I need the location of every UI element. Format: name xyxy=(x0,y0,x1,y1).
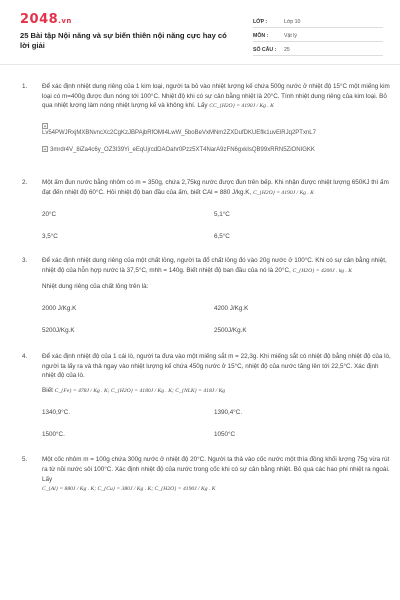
logo-suffix: .vn xyxy=(58,17,72,25)
formula: C_{Fe} = 478J / Kg . K; C_{H2O} = 4180J / Kg . K; C_{NLK} = 418J / Kg xyxy=(54,387,226,394)
answer-options xyxy=(42,204,392,248)
answer-option[interactable]: 1340,9°C. xyxy=(42,408,71,416)
question-number: 1. xyxy=(22,83,28,90)
meta-row-count xyxy=(253,42,383,56)
answer-option[interactable]: 1390,4°C. xyxy=(214,408,243,416)
image-icon xyxy=(42,123,48,129)
question-number: 4. xyxy=(22,352,28,360)
question-4 xyxy=(22,352,392,445)
formula: C_{H2O} = 4200J . kg . K xyxy=(292,267,353,274)
answer-option[interactable]: 2000 J/Kg.K xyxy=(42,305,77,313)
question-5 xyxy=(22,455,392,494)
question-number: 5. xyxy=(22,456,28,464)
question-2 xyxy=(22,178,392,248)
answer-options xyxy=(42,298,392,342)
answer-option[interactable]: 1050°C xyxy=(214,430,236,438)
meta-row-subject xyxy=(253,28,383,42)
page-title: 25 Bài tập Nội năng và sự biến thiên nội năng cực hay có lời giải xyxy=(20,31,227,50)
formula: C_{Al} = 880J / Kg . K; C_{Cu} = 380J / Kg . K; C_{H2O} = 4190J / Kg . K xyxy=(42,486,216,493)
question-text xyxy=(42,256,392,276)
question-list xyxy=(22,82,392,495)
site-logo[interactable] xyxy=(20,12,72,27)
question-body: Một ấm đun nước bằng nhôm có m = 350g, chứa 2,75kg nước được đun trên bếp. Khi nhận được nhiệt lượng 650KJ thì ấm đạt đến nhiệt độ 60°C. Hỏi nhiệt độ ban đầu của ấm, biết CAl = 880 J/kg.K, xyxy=(42,178,389,196)
answer-option[interactable]: 2500J/Kg.K xyxy=(214,327,247,335)
question-1 xyxy=(22,82,392,156)
image-alt-text: Lv54PWJRxjMXBNvncXc2CgKzJBPAjbRfOMI4LwW_5boBeVxMNm2ZXDufDKUEflk1uvElRJq2PTxnL7 xyxy=(42,129,316,136)
question-3 xyxy=(22,256,392,342)
image-alt-text: 3mrdr4V_8iZa4c6y_OZ3I39Yi_eEqUjrcdDAOahr0Pzz5XT4NarA9zFN6gxkIsQB99xRRN5ZiONIGKK xyxy=(50,147,315,154)
formula: C_{H2O} = 4190J / Kg . K xyxy=(252,189,314,196)
question-given xyxy=(42,386,392,397)
question-number: 3. xyxy=(22,257,28,265)
answer-option[interactable]: 1500°C. xyxy=(42,430,65,438)
meta-value: Vật lý xyxy=(284,33,297,39)
answer-option[interactable]: 20°C xyxy=(42,211,57,219)
formula: CC_{H2O} = 4190J / Kg . K xyxy=(209,103,274,110)
answer-option[interactable]: 5,1°C xyxy=(214,211,230,219)
image-icon xyxy=(42,146,48,152)
header-divider xyxy=(0,64,400,65)
meta-key: MÔN : xyxy=(253,33,269,39)
broken-image-1-alt xyxy=(42,129,394,139)
document-meta xyxy=(253,14,383,56)
broken-image-2[interactable] xyxy=(42,146,394,156)
question-body: Một cốc nhôm m = 100g chứa 300g nước ở nhiệt độ 20°C. Người ta thả vào cốc nước một thìa đồng khối lượng 75g vừa rút ra từ nồi nước sôi 100°C. Xác định nhiệt độ của nước trong cốc khi có sự cân bằng nhiệt. Bỏ qua các hao phí nhiệt ra ngoài. Lấy xyxy=(42,456,390,483)
logo-text: 2048 xyxy=(20,12,59,27)
question-number: 2. xyxy=(22,178,28,186)
answer-option[interactable]: 5200J/Kg.K xyxy=(42,327,75,335)
question-prompt: Nhiệt dung riêng của chất lỏng trên là: xyxy=(42,283,149,291)
meta-value: 25 xyxy=(284,47,290,53)
answer-option[interactable]: 3,5°C xyxy=(42,233,58,241)
meta-key: SỐ CÂU : xyxy=(253,47,277,53)
question-body: Để xác định nhiệt dung riêng của một chất lỏng, người ta đổ chất lỏng đó vào 20g nước ở 100°C. Khi có sự cân bằng nhiệt, nhiệt độ của hỗn hợp nước là 37,5°C, mhh = 140g. Biết nhiệt độ ban đầu của nó là 20°C, xyxy=(42,257,387,274)
meta-row-class xyxy=(253,14,383,28)
meta-key: LỚP : xyxy=(253,19,268,25)
meta-value: Lớp 10 xyxy=(284,19,301,25)
given-prefix: Biết xyxy=(42,386,55,394)
answer-options xyxy=(42,401,392,445)
question-given xyxy=(42,484,392,495)
answer-option[interactable]: 4200 J/Kg.K xyxy=(214,305,249,313)
question-text xyxy=(42,178,392,198)
question-body: Để xác định nhiệt độ của 1 cái lò, người ta đưa vào một miếng sắt m = 22,3g. Khi miếng sắt có nhiệt độ bằng nhiệt độ của lò, người ta lấy ra và thả ngay vào nhiệt lượng kế chứa 450g nước ở 15°C, nhiệt độ của nước tăng lên tới 22,5°C. Xác định nhiệt độ của lò. xyxy=(42,352,391,380)
answer-option[interactable]: 6,5°C xyxy=(214,233,230,241)
question-body: Để xác định nhiệt dung riêng của 1 kim loại, người ta bỏ vào nhiệt lượng kế chứa 500g nước ở nhiệt độ 15°C một miếng kim loại có m=400g được đun nóng tới 100°C. Nhiệt độ khi có sự cân bằng nhiệt là 20°C. Tính nhiệt dung riêng của kim loại. Bỏ qua nhiệt lượng làm nóng nhiệt lượng kế và không khí. Lấy xyxy=(42,83,390,110)
question-text xyxy=(42,82,392,112)
